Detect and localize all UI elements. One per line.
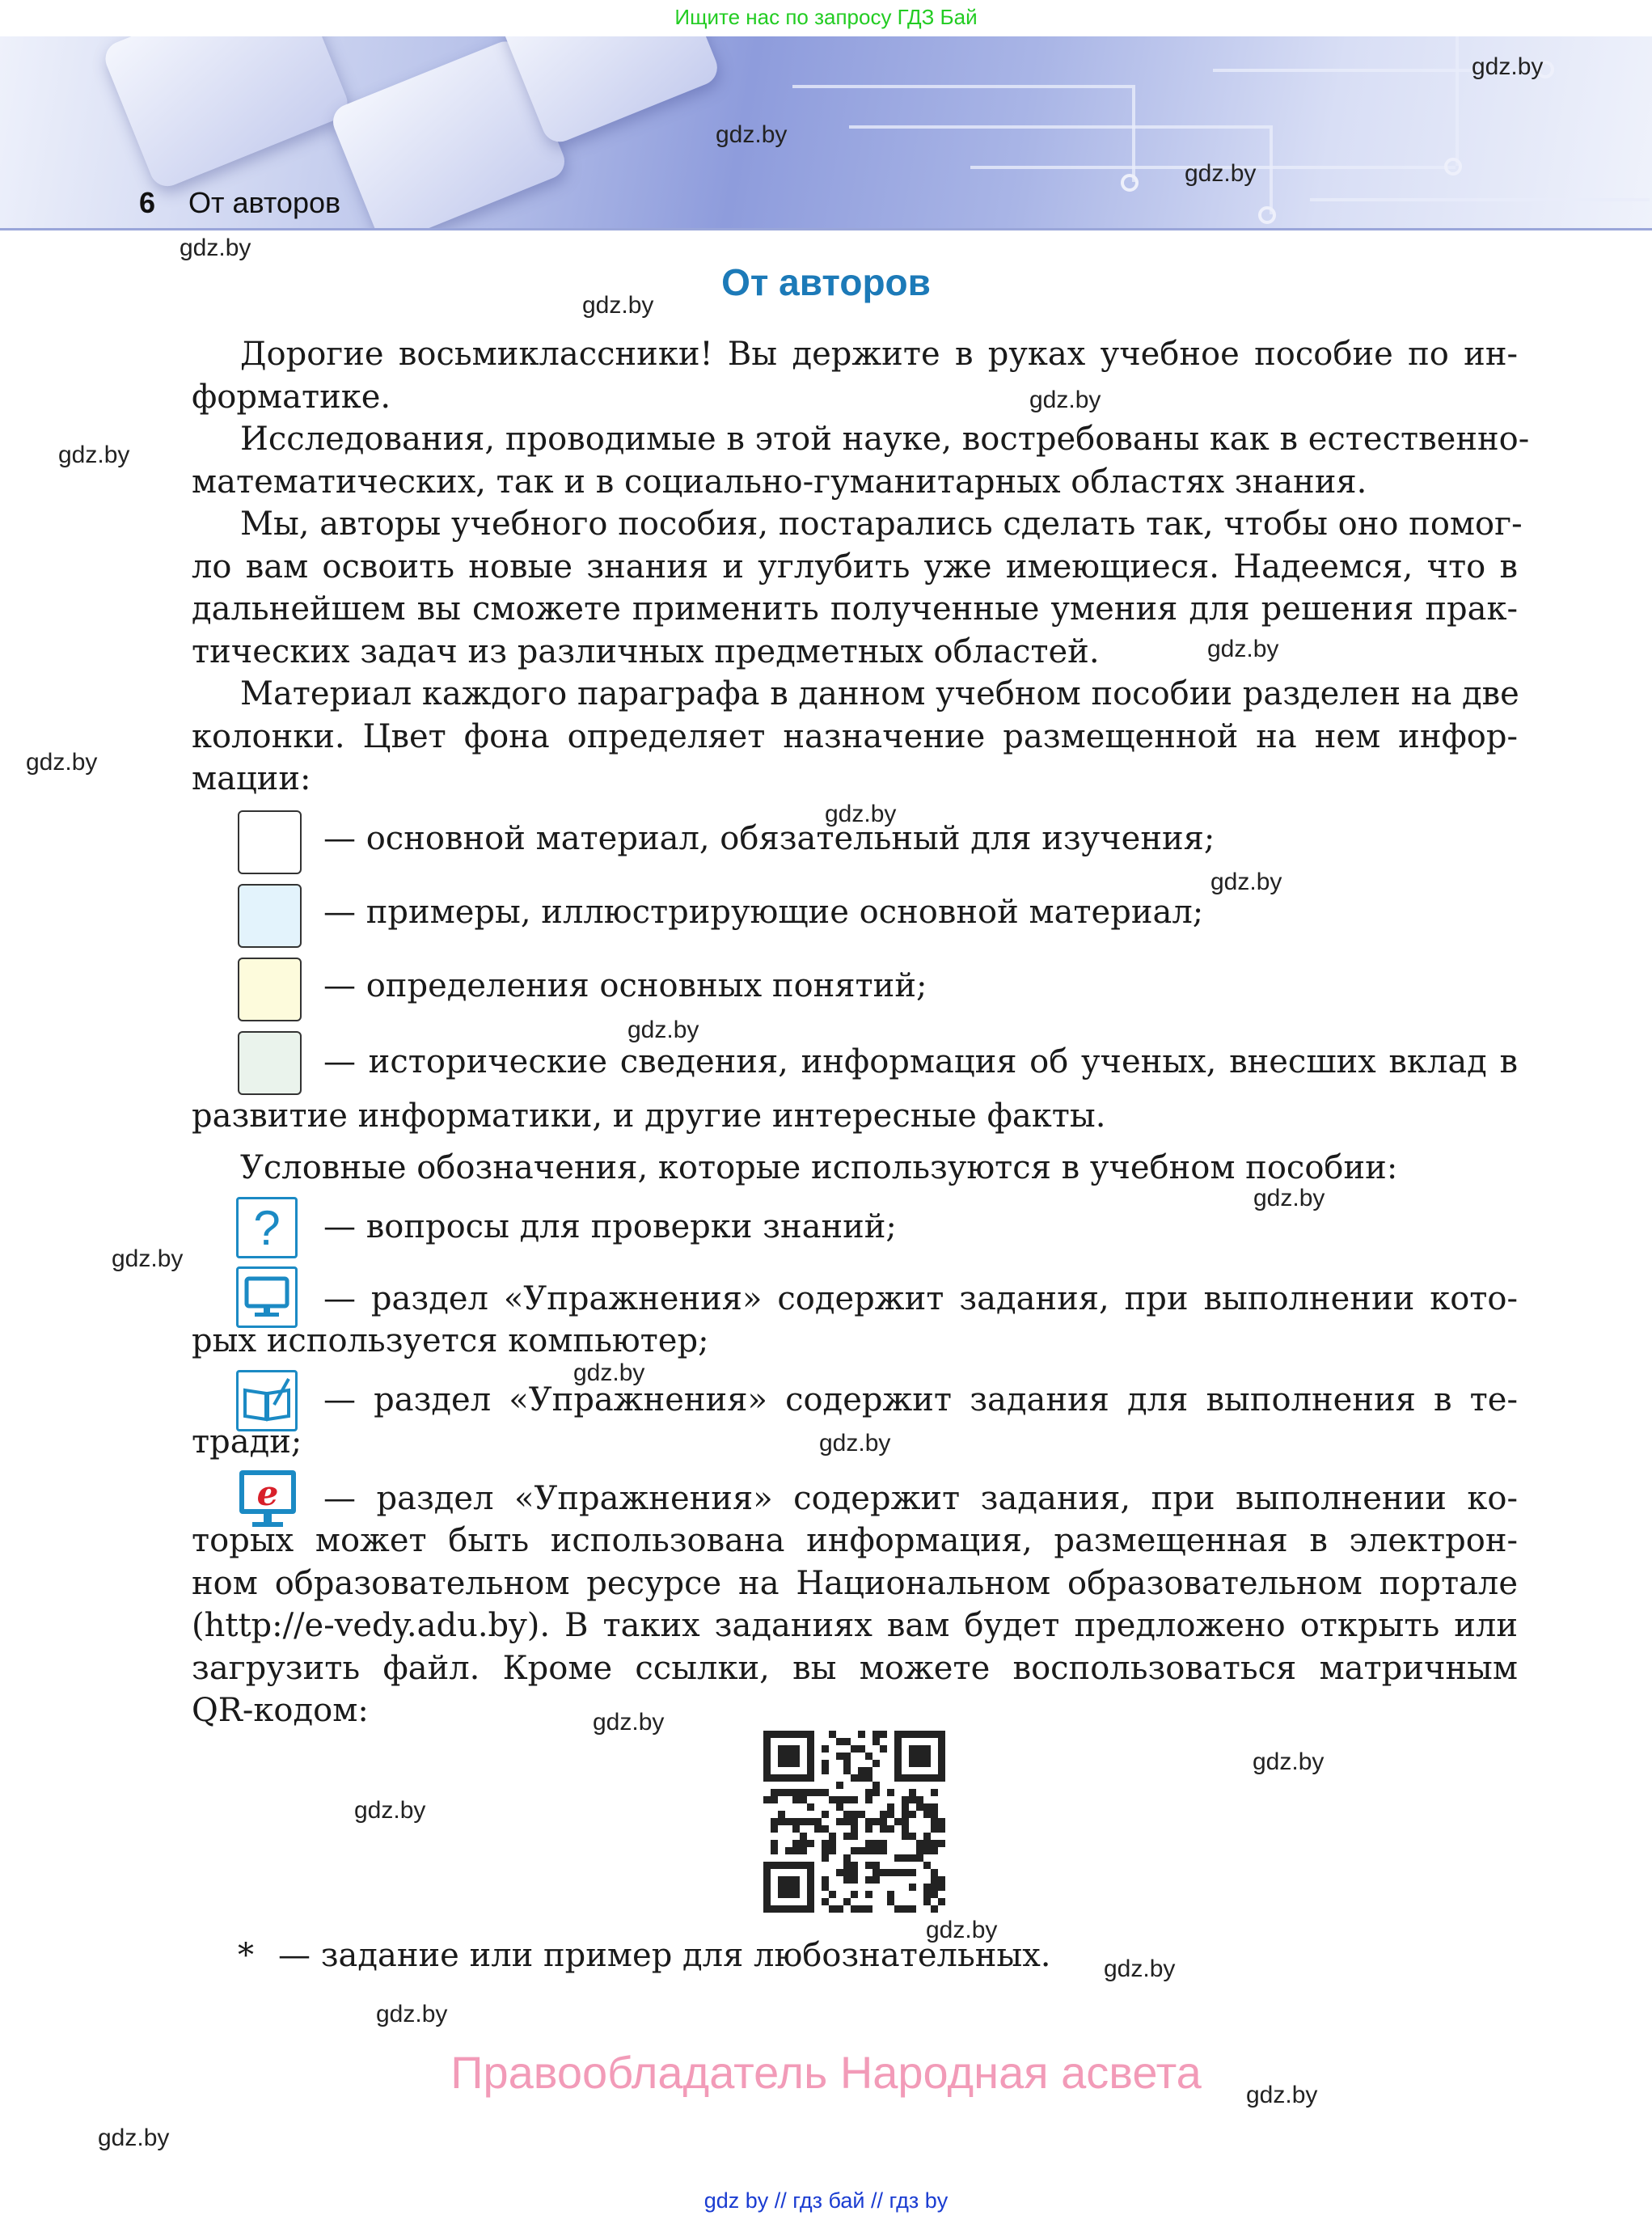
watermark: gdz.by — [1472, 53, 1544, 80]
watermark: gdz.by — [582, 292, 654, 319]
text-line: мации: — [192, 760, 311, 797]
watermark: gdz.by — [819, 1430, 891, 1457]
watermark: gdz.by — [26, 749, 98, 776]
svg-text:e: e — [256, 1474, 279, 1513]
svg-text:?: ? — [253, 1201, 281, 1255]
watermark: gdz.by — [926, 1917, 998, 1943]
watermark: gdz.by — [1104, 1956, 1176, 1982]
symbol-notebook-text — [323, 1379, 1518, 1422]
watermark: gdz.by — [1207, 636, 1279, 662]
bottom-links[interactable]: gdz by // гдз бай // гдз by — [703, 2188, 949, 2213]
paragraph-columns — [192, 673, 1518, 801]
paragraph-authors — [192, 503, 1523, 673]
asterisk-symbol: * — [238, 1937, 254, 1974]
legend-examples: — примеры, иллюстрирующие основной материал; — [323, 894, 1204, 931]
watermark: gdz.by — [58, 442, 130, 468]
paragraph-intro — [192, 333, 1518, 418]
copyright-note: Правообладатель Народная асвета — [450, 2047, 1202, 2098]
text-line: форматике. — [192, 378, 391, 416]
text-line: тради; — [192, 1423, 302, 1461]
swatch-history — [238, 1031, 302, 1095]
watermark: gdz.by — [825, 801, 897, 827]
question-icon — [236, 1197, 298, 1258]
qr-code[interactable] — [763, 1731, 945, 1913]
watermark: gdz.by — [627, 1017, 699, 1043]
text-line: ном образовательном ресурсе на Национальном образовательном портале — [192, 1564, 1518, 1602]
watermark: gdz.by — [1253, 1185, 1325, 1211]
text-line: загрузить файл. Кроме ссылки, вы можете воспользоваться матричным — [192, 1649, 1518, 1687]
watermark: gdz.by — [1029, 387, 1101, 413]
text-line: тических задач из различных предметных областей. — [192, 632, 1100, 670]
text-line: математических, так и в социально-гуманитарных областях знания. — [192, 463, 1367, 501]
symbols-intro — [192, 1147, 1518, 1190]
header-divider — [0, 228, 1652, 230]
text-line: — раздел «Упражнения» содержит задания, при выполнении ко- — [323, 1480, 1518, 1517]
text-line: ло вам освоить новые знания и углубить уже имеющиеся. Надеемся, что в — [192, 548, 1518, 586]
text-line: Условные обозначения, которые используются в учебном пособии: — [240, 1149, 1398, 1186]
watermark: gdz.by — [1210, 869, 1282, 895]
text-line: колонки. Цвет фона определяет назначение размещенной на нем инфор- — [192, 717, 1518, 755]
paragraph-research — [192, 418, 1530, 503]
asterisk-note-text: — задание или пример для любознательных. — [278, 1937, 1051, 1974]
top-search-hint[interactable]: Ищите нас по запросу ГДЗ Бай — [674, 5, 978, 29]
text-line: QR-кодом: — [192, 1692, 369, 1729]
watermark: gdz.by — [112, 1245, 184, 1272]
text-line: — исторические сведения, информация об ученых, внесших вклад в — [323, 1043, 1518, 1080]
swatch-examples — [238, 884, 302, 948]
legend-main-material: — основной материал, обязательный для изучения; — [323, 820, 1215, 857]
text-line: — раздел «Упражнения» содержит задания, при выполнении кото- — [323, 1280, 1518, 1317]
text-line: торых может быть использована информация, размещенная в электрон- — [192, 1522, 1518, 1559]
symbol-questions-text: — вопросы для проверки знаний; — [323, 1208, 897, 1245]
page-number: 6 — [139, 186, 156, 219]
text-line: Исследования, проводимые в этой науке, востребованы как в естественно- — [240, 421, 1530, 458]
swatch-main-material — [238, 810, 302, 874]
watermark: gdz.by — [1246, 2082, 1318, 2108]
legend-history — [323, 1041, 1518, 1084]
text-line: Дорогие восьмиклассники! Вы держите в руках учебное пособие по ин- — [240, 336, 1518, 373]
text-line: дальнейшем вы сможете применить полученные умения для решения прак- — [192, 590, 1518, 628]
page-title: От авторов — [721, 261, 931, 303]
text-line: развитие информатики, и другие интересные факты. — [192, 1097, 1106, 1135]
watermark: gdz.by — [1253, 1748, 1325, 1775]
text-line: Материал каждого параграфа в данном учебном пособии разделен на две — [240, 675, 1519, 712]
symbol-eresource-text — [323, 1478, 1518, 1520]
running-title: От авторов — [188, 186, 341, 219]
text-line: (http://e-vedy.adu.by). В таких заданиях вам будет предложено открыть или — [192, 1607, 1518, 1644]
legend-definitions: — определения основных понятий; — [323, 967, 927, 1004]
watermark: gdz.by — [573, 1359, 645, 1386]
watermark: gdz.by — [354, 1797, 426, 1824]
text-line: Мы, авторы учебного пособия, постарались сделать так, чтобы оно помог- — [240, 505, 1523, 543]
watermark: gdz.by — [98, 2125, 170, 2151]
keyboard-key-graphic — [100, 36, 353, 192]
watermark: gdz.by — [1185, 160, 1257, 187]
watermark: gdz.by — [593, 1709, 665, 1736]
watermark: gdz.by — [180, 235, 251, 261]
symbol-computer-cont — [192, 1320, 1518, 1363]
symbol-eresource-cont — [192, 1520, 1518, 1732]
computer-icon — [236, 1266, 298, 1328]
legend-history-cont — [192, 1095, 1518, 1138]
watermark: gdz.by — [716, 121, 788, 148]
text-line: рых используется компьютер; — [192, 1322, 709, 1359]
swatch-definitions — [238, 958, 302, 1021]
text-line: — раздел «Упражнения» содержит задания для выполнения в те- — [323, 1381, 1518, 1419]
symbol-computer-text — [323, 1278, 1518, 1321]
watermark: gdz.by — [376, 2001, 448, 2027]
